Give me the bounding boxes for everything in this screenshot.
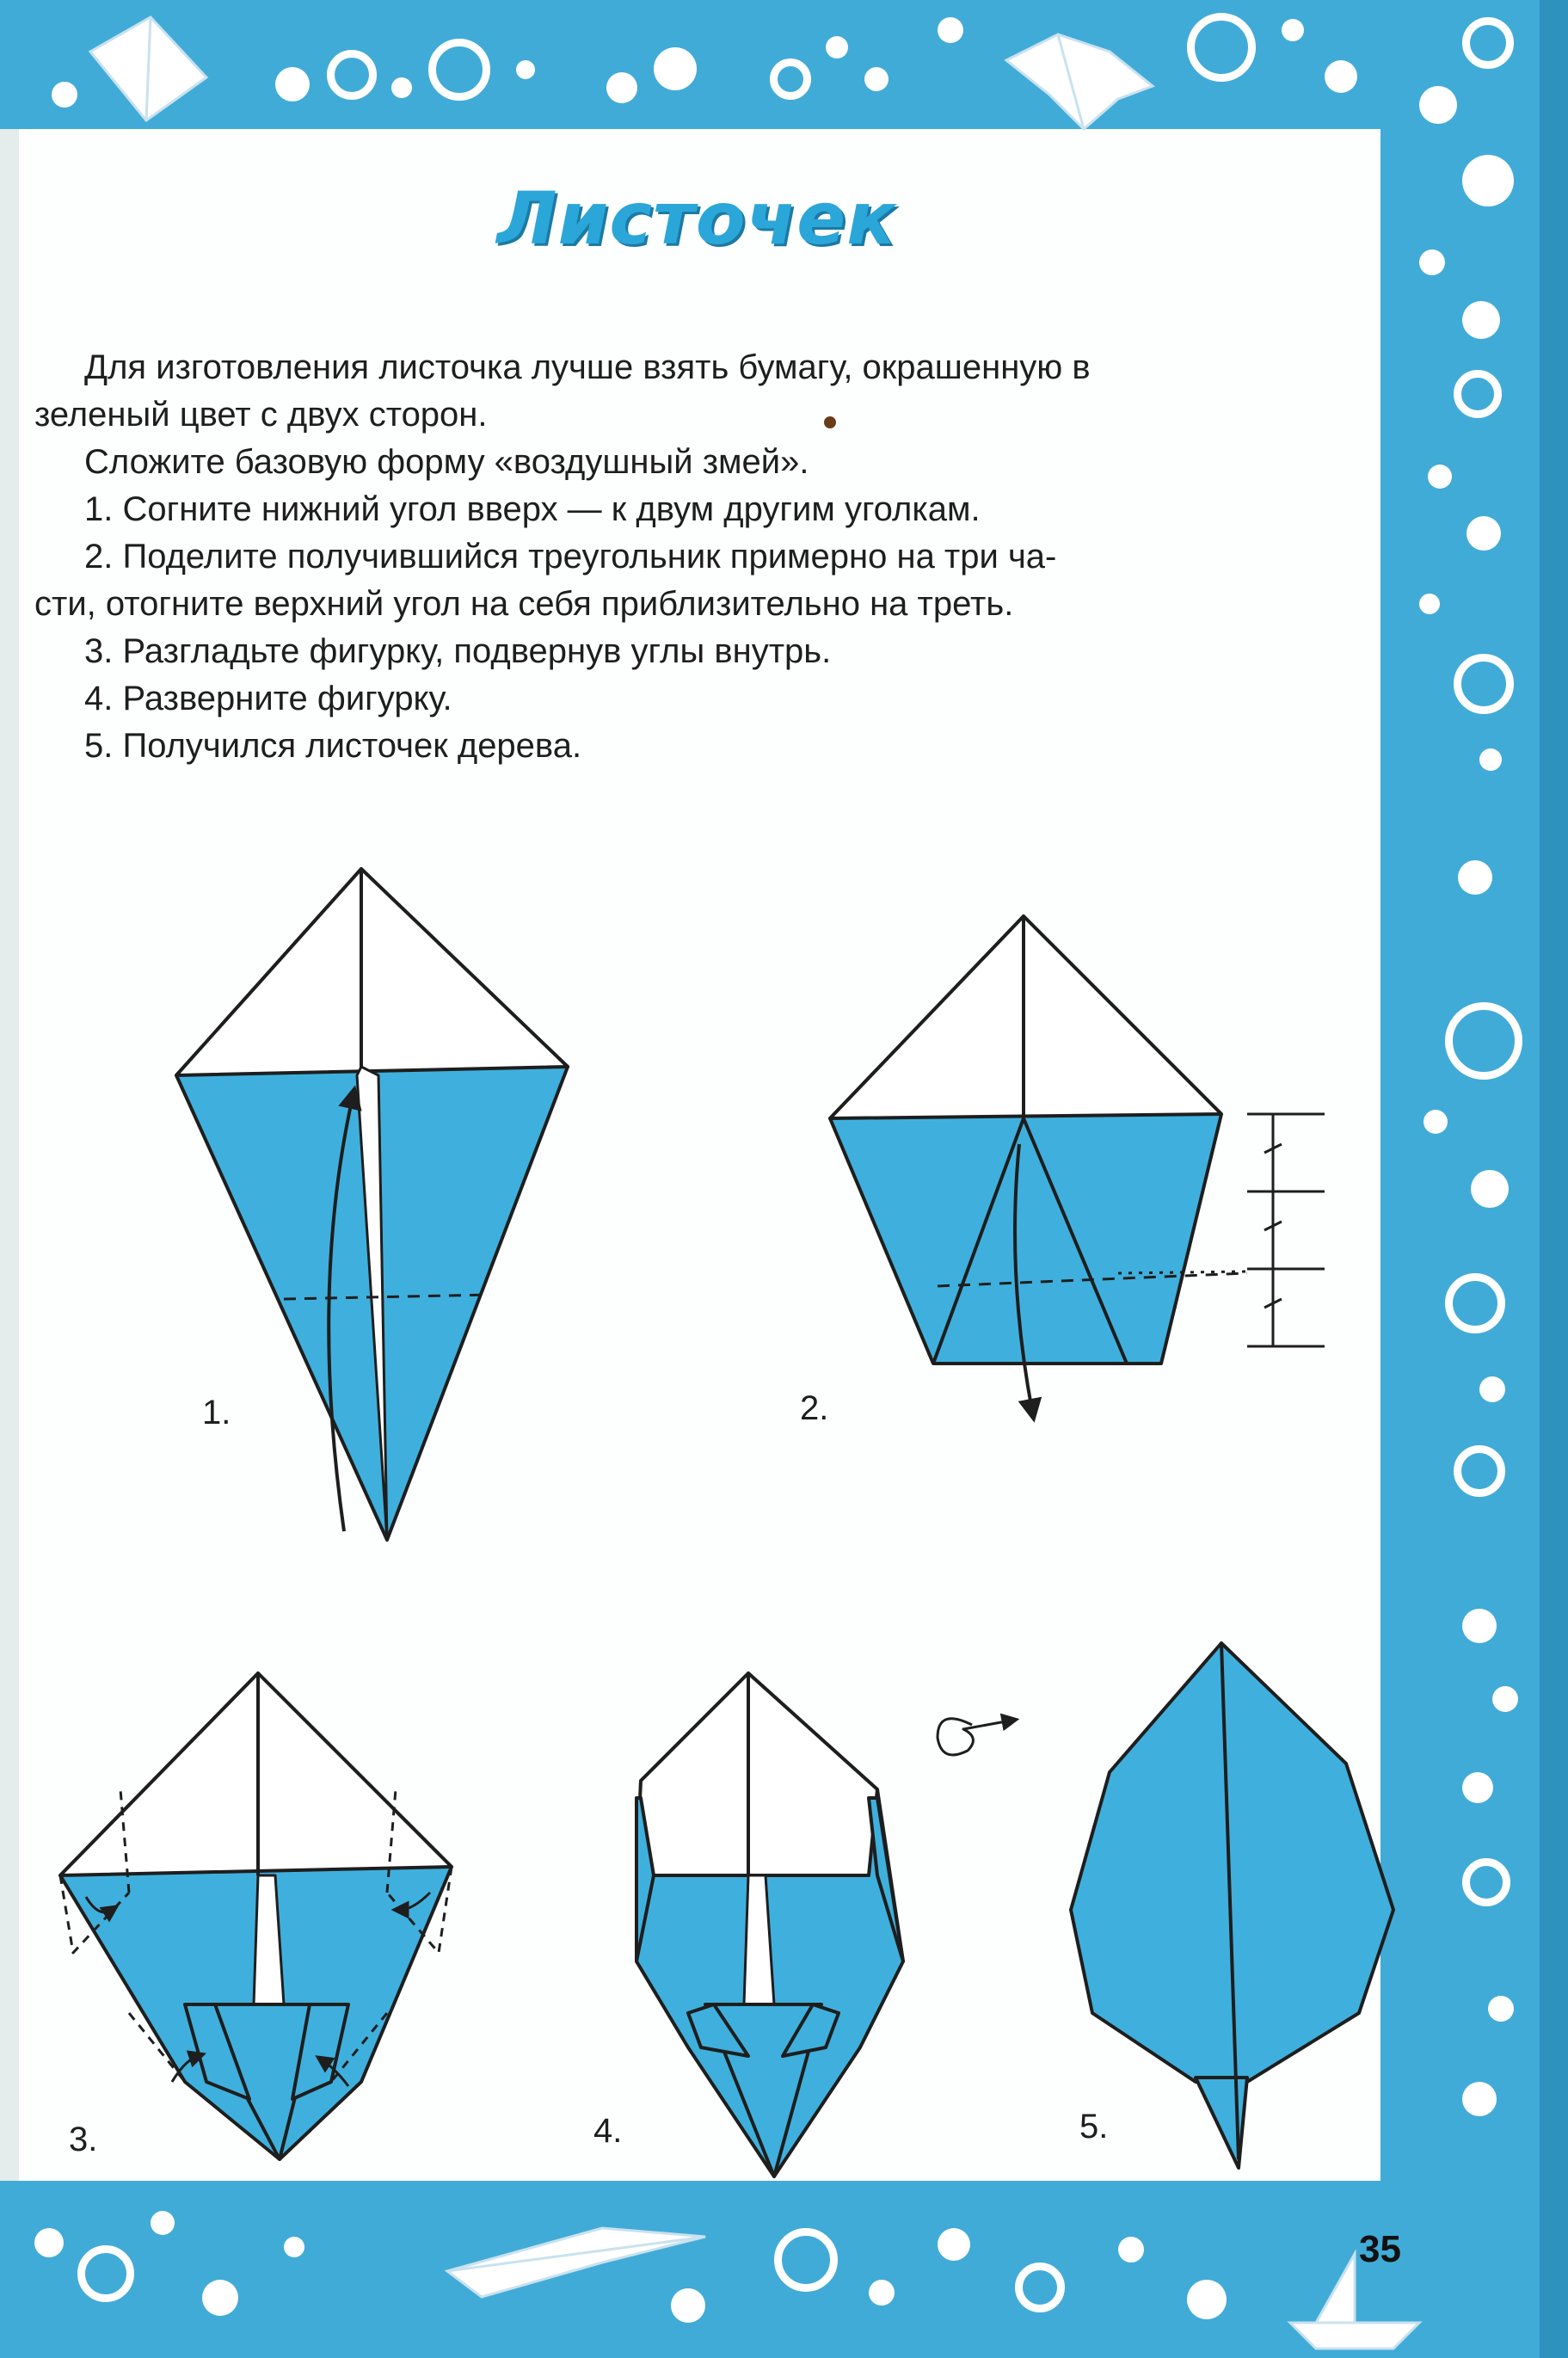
intro-line-1: Для изготовления листочка лучше взять бумагу, окрашенную в xyxy=(84,348,1091,386)
diagram-3-label: 3. xyxy=(69,2121,98,2158)
diagram-5-leaf xyxy=(938,1643,1393,2168)
diagram-3-fold-corners xyxy=(60,1673,452,2159)
page-title: Листочек xyxy=(496,176,897,261)
base-form-instruction: Сложите базовую форму «воздушный змей». xyxy=(84,443,809,481)
diagram-1-label: 1. xyxy=(202,1394,231,1431)
page-number: 35 xyxy=(1359,2228,1401,2270)
diagram-4-folded-shape xyxy=(636,1673,903,2176)
diagram-1-kite xyxy=(176,869,568,1540)
intro-line-2: зеленый цвет с двух сторон. xyxy=(34,396,488,434)
step-1-text: 1. Согните нижний угол вверх — к двум другим уголкам. xyxy=(84,490,981,528)
step-4-text: 4. Разверните фигурку. xyxy=(84,680,452,717)
step-3-text: 3. Разгладьте фигурку, подвернув углы внутрь. xyxy=(84,632,832,670)
diagram-4-label: 4. xyxy=(593,2112,623,2150)
step-2-text-line-1: 2. Поделите получившийся треугольник примерно на три ча- xyxy=(84,538,1057,576)
diagram-2-label: 2. xyxy=(800,1389,829,1427)
turn-over-icon xyxy=(938,1719,1011,1755)
step-2-text-line-2: сти, отогните верхний угол на себя приблизительно на треть. xyxy=(34,585,1014,623)
step-5-text: 5. Получился листочек дерева. xyxy=(84,727,582,765)
diagram-5-label: 5. xyxy=(1079,2108,1109,2146)
diagram-2-triangle-fold xyxy=(830,916,1325,1411)
